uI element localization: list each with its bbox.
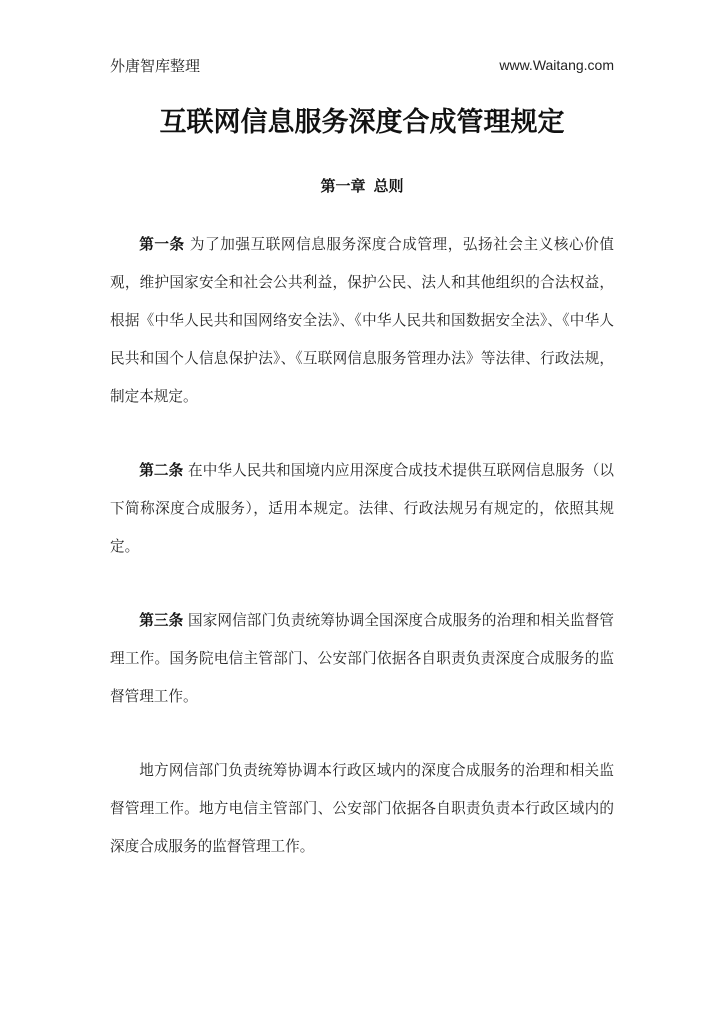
article-3-paragraph-2-text: 地方网信部门负责统筹协调本行政区域内的深度合成服务的治理和相关监督管理工作。地方电信主管部门、公安部门依据各自职责负责本行政区域内的深度合成服务的监督管理工作。 — [110, 762, 614, 855]
article-1 — [110, 226, 614, 416]
document-title: 互联网信息服务深度合成管理规定 — [159, 107, 565, 138]
article-3 — [110, 602, 614, 716]
article-3-label: 第三条 — [139, 612, 184, 629]
article-2 — [110, 452, 614, 566]
article-3-text: 国家网信部门负责统筹协调全国深度合成服务的治理和相关监督管理工作。国务院电信主管部门、公安部门依据各自职责负责深度合成服务的监督管理工作。 — [110, 612, 614, 705]
header-source-label: 外唐智库整理 — [110, 56, 201, 75]
article-2-label: 第二条 — [139, 462, 184, 479]
article-1-text: 为了加强互联网信息服务深度合成管理，弘扬社会主义核心价值观，维护国家安全和社会公共利益，保护公民、法人和其他组织的合法权益，根据《中华人民共和国网络安全法》、《中华人民共和国数据安全法》、《中华人民共和国个人信息保护法》、《互联网信息服务管理办法》等法律、行政法规，制定本规定。 — [110, 236, 614, 405]
header-website-url: www.Waitang.com — [499, 57, 614, 73]
chapter-heading — [0, 175, 724, 196]
page-header — [110, 54, 614, 76]
article-3-paragraph-2 — [110, 752, 614, 866]
chapter-name: 总则 — [373, 177, 404, 195]
article-1-label: 第一条 — [139, 236, 185, 253]
article-2-text: 在中华人民共和国境内应用深度合成技术提供互联网信息服务（以下简称深度合成服务），适用本规定。法律、行政法规另有规定的，依照其规定。 — [110, 462, 614, 555]
document-body — [110, 226, 614, 902]
chapter-number: 第一章 — [320, 177, 366, 195]
